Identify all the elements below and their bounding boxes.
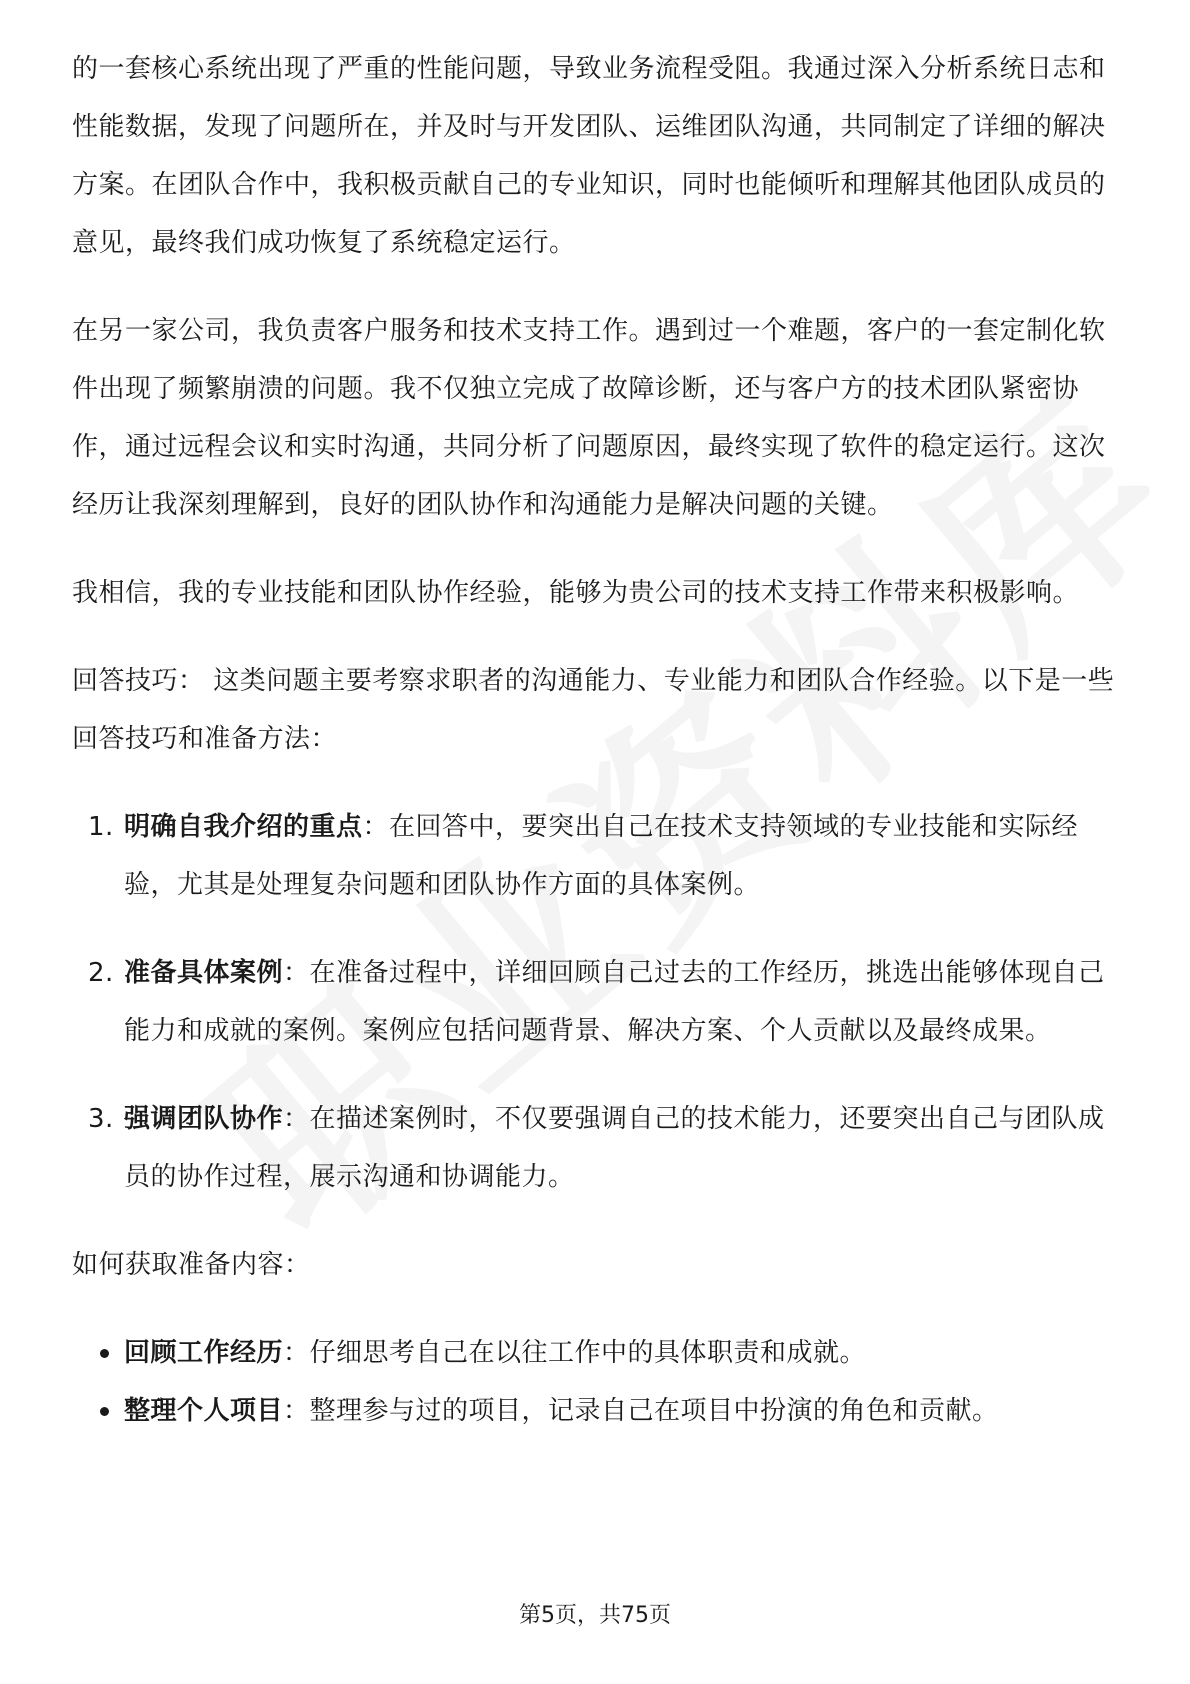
tips-list bbox=[72, 798, 1122, 1206]
list-item-text: ：在回答中，要突出自己在技术支持领域的专业技能和实际经验，尤其是处理复杂问题和团队协作方面的具体案例。 bbox=[124, 812, 1079, 900]
paragraph-2: 在另一家公司，我负责客户服务和技术支持工作。遇到过一个难题，客户的一套定制化软件出现了频繁崩溃的问题。我不仅独立完成了故障诊断，还与客户方的技术团队紧密协作，通过远程会议和实时沟通，共同分析了问题原因，最终实现了软件的稳定运行。这次经历让我深刻理解到，良好的团队协作和沟通能力是解决问题的关键。 bbox=[72, 316, 1106, 520]
list-item-text: ：在描述案例时，不仅要强调自己的技术能力，还要突出自己与团队成员的协作过程，展示沟通和协调能力。 bbox=[124, 1104, 1105, 1192]
list-item bbox=[72, 944, 1122, 1060]
list-number: 3. bbox=[88, 1104, 114, 1134]
list-item-title: 强调团队协作 bbox=[124, 1104, 284, 1134]
list-item-title: 准备具体案例 bbox=[124, 958, 284, 988]
list-number: 1. bbox=[88, 812, 114, 842]
list-item-title: 明确自我介绍的重点 bbox=[124, 812, 363, 842]
prep-list bbox=[72, 1324, 1122, 1440]
prep-heading: 如何获取准备内容： bbox=[72, 1250, 311, 1280]
list-number: 2. bbox=[88, 958, 114, 988]
page-footer: 第5页，共75页 bbox=[519, 1603, 671, 1628]
list-item-text: ：整理参与过的项目，记录自己在项目中扮演的角色和贡献。 bbox=[283, 1396, 999, 1426]
list-item bbox=[72, 1382, 1122, 1440]
list-item-text: ：在准备过程中，详细回顾自己过去的工作经历，挑选出能够体现自己能力和成就的案例。案例应包括问题背景、解决方案、个人贡献以及最终成果。 bbox=[124, 958, 1105, 1046]
list-item-text: ：仔细思考自己在以往工作中的具体职责和成就。 bbox=[283, 1338, 867, 1368]
paragraph-1: 的一套核心系统出现了严重的性能问题，导致业务流程受阻。我通过深入分析系统日志和性能数据，发现了问题所在，并及时与开发团队、运维团队沟通，共同制定了详细的解决方案。在团队合作中，我积极贡献自己的专业知识，同时也能倾听和理解其他团队成员的意见，最终我们成功恢复了系统稳定运行。 bbox=[72, 54, 1106, 258]
answer-tips-intro: 回答技巧： 这类问题主要考察求职者的沟通能力、专业能力和团队合作经验。以下是一些回答技巧和准备方法： bbox=[72, 666, 1115, 754]
document-body bbox=[72, 40, 1122, 1440]
list-item-title: 整理个人项目 bbox=[124, 1396, 284, 1426]
list-item bbox=[72, 798, 1122, 914]
list-item-title: 回顾工作经历 bbox=[124, 1338, 284, 1368]
paragraph-3: 我相信，我的专业技能和团队协作经验，能够为贵公司的技术支持工作带来积极影响。 bbox=[72, 578, 1080, 608]
bullet-icon bbox=[100, 1407, 109, 1416]
list-item bbox=[72, 1324, 1122, 1382]
bullet-icon bbox=[100, 1349, 109, 1358]
list-item bbox=[72, 1090, 1122, 1206]
